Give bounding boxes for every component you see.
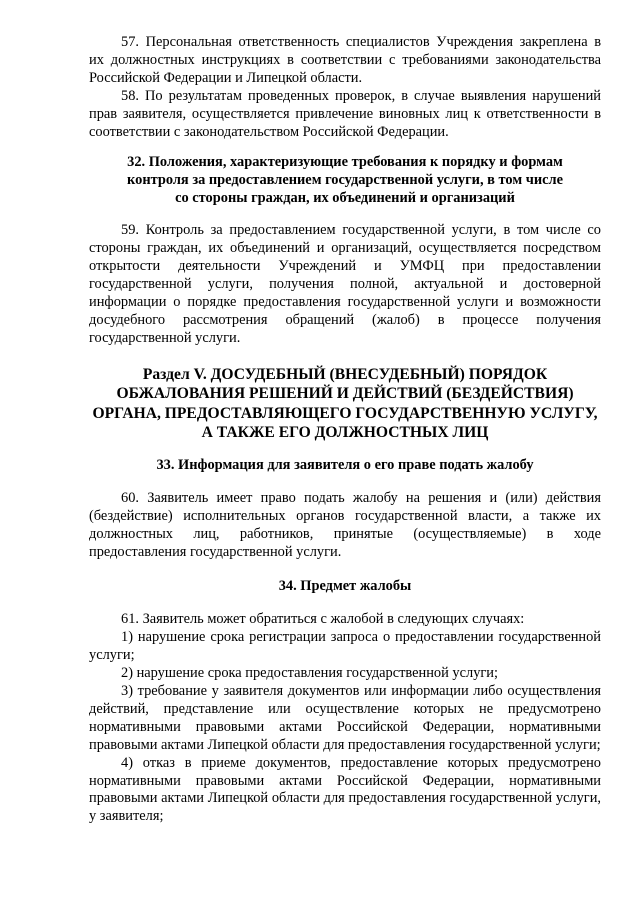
heading-34: 34. Предмет жалобы (278, 578, 412, 595)
paragraph-60: 60. Заявитель имеет право подать жалобу на решения и (или) действия (бездействие) исполнительных органов государственной власти, а также их должностных лиц, работников, принятые (осуществляемые) в ходе предоставления государственной услуги. (89, 489, 601, 560)
heading-33: 33. Информация для заявителя о его праве подать жалобу (156, 456, 534, 473)
heading-32: 32. Положения, характеризующие требования к порядку и формам контроля за предоставлением государственной услуги, в том числе со стороны граждан, их объединений и организаций (127, 154, 563, 207)
paragraph-59: 59. Контроль за предоставлением государственной услуги, в том числе со стороны граждан, их объединений и организаций, осуществляется посредством открытости деятельности Учреждений и УМФЦ при предоставлении государственной услуги, получения полной, актуальной и достоверной информации о порядке предоставления государственной услуги и возможности досудебного рассмотрения обращений (жалоб) в процессе получения государственной услуги. (89, 222, 601, 346)
paragraph-57: 57. Персональная ответственность специалистов Учреждения закреплена в их должностных инструкциях в соответствии с требованиями законодательства Российской Федерации и Липецкой области. (89, 34, 601, 86)
list-item-4: 4) отказ в приеме документов, предоставление которых предусмотрено нормативными правовыми актами Российской Федерации, нормативными правовыми актами Липецкой области для предоставления государственной услуги, у заявителя; (89, 754, 601, 825)
list-item-3: 3) требование у заявителя документов или информации либо осуществления действий, представление или осуществление которых не предусмотрено нормативными правовыми актами Российской Федерации, нормативными правовыми актами Липецкой области для предоставления государственной услуги; (89, 683, 601, 753)
list-item-1: 1) нарушение срока регистрации запроса о предоставлении государственной услуги; (89, 629, 601, 664)
document-page (89, 34, 601, 826)
list-item-2: 2) нарушение срока предоставления государственной услуги; (121, 665, 498, 682)
paragraph-61: 61. Заявитель может обратиться с жалобой в следующих случаях: (121, 611, 525, 628)
paragraph-58: 58. По результатам проведенных проверок, в случае выявления нарушений прав заявителя, осуществляется привлечение виновных лиц к ответственности в соответствии с законодательством Российской Федерации. (89, 87, 601, 140)
section-5-title: Раздел V. ДОСУДЕБНЫЙ (ВНЕСУДЕБНЫЙ) ПОРЯДОК ОБЖАЛОВАНИЯ РЕШЕНИЙ И ДЕЙСТВИЙ (БЕЗДЕЙСТВИЯ) ОРГАНА, ПРЕДОСТАВЛЯЮЩЕГО ГОСУДАРСТВЕННУЮ УСЛУГУ, А ТАКЖЕ ЕГО ДОЛЖНОСТНЫХ ЛИЦ (92, 365, 598, 442)
